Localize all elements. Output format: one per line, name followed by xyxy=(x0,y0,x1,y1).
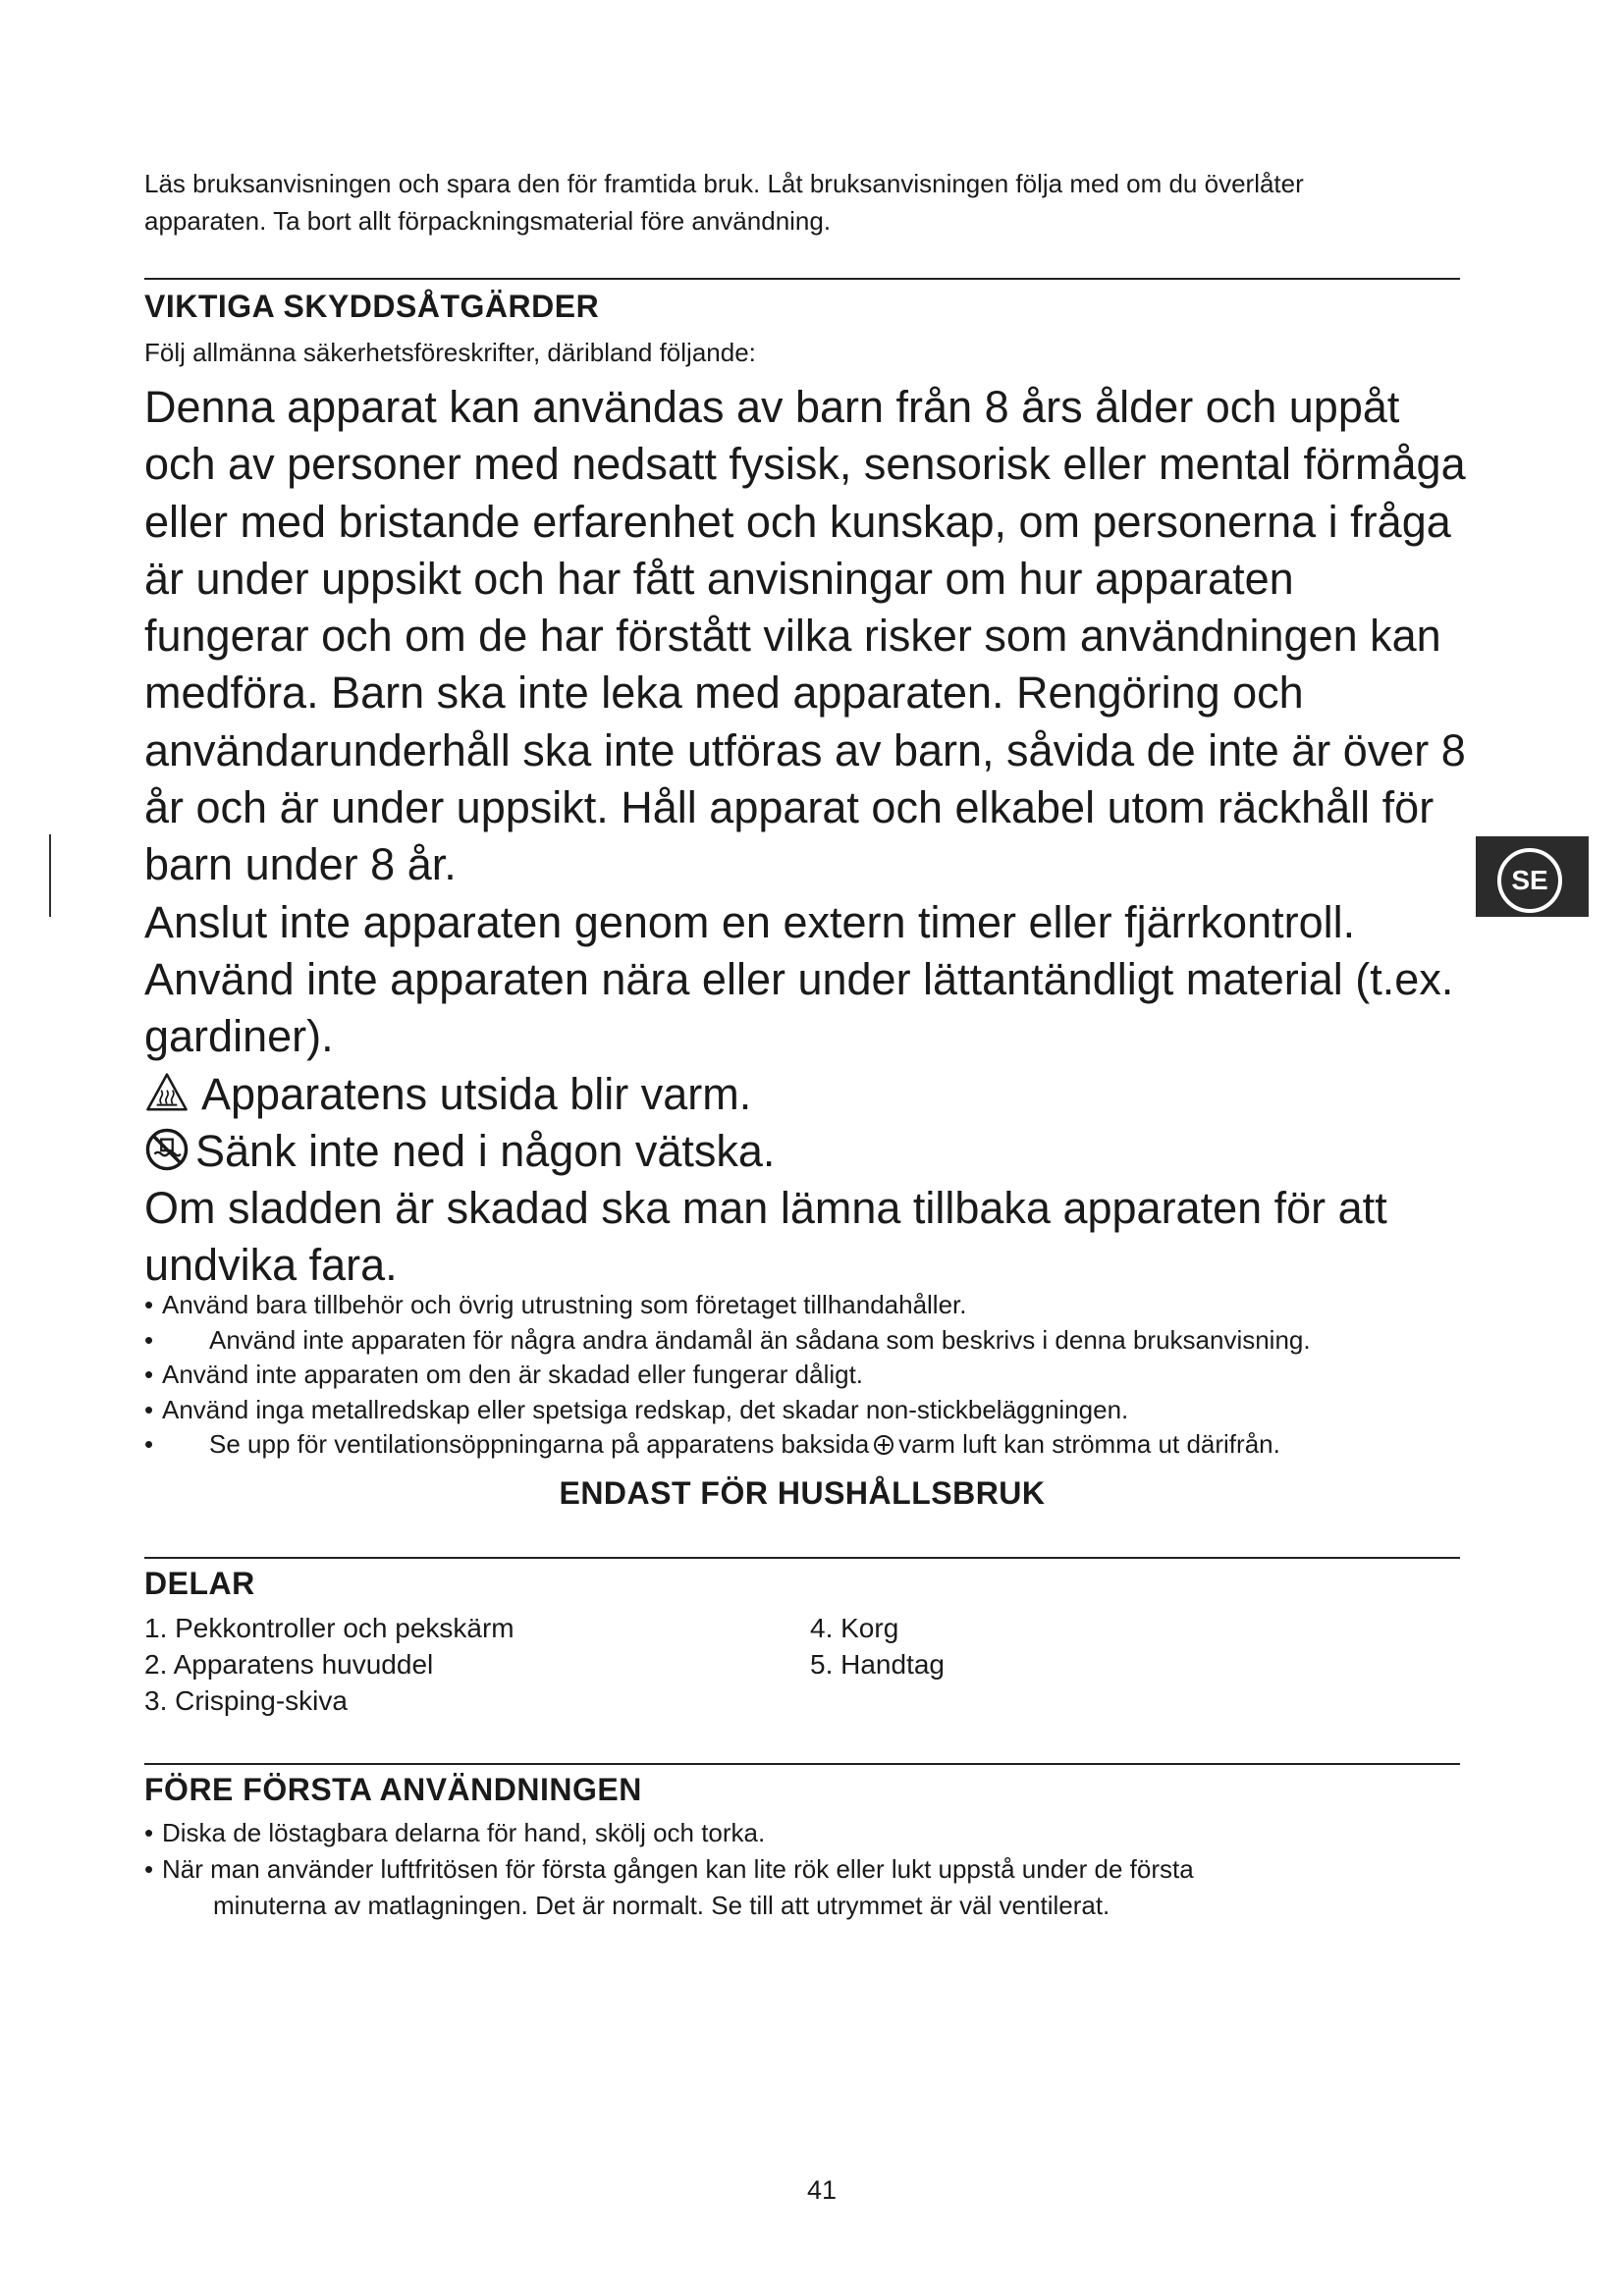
safety-line: barn under 8 år. xyxy=(144,839,457,890)
safety-line: Använd inte apparaten nära eller under lättantändligt material (t.ex. xyxy=(144,953,1454,1004)
hot-surface-text: Apparatens utsida blir varm. xyxy=(201,1068,752,1119)
no-immerse-text: Sänk inte ned i någon vätska. xyxy=(195,1125,776,1176)
first-use-heading: FÖRE FÖRSTA ANVÄNDNINGEN xyxy=(144,1772,642,1807)
safety-line: och av personer med nedsatt fysisk, sensorisk eller mental förmåga xyxy=(144,439,1466,490)
no-immerse-icon xyxy=(144,1127,189,1172)
parts-list-left xyxy=(144,1610,514,1719)
intro-paragraph xyxy=(144,165,1460,240)
safety-bullet-list xyxy=(144,1288,1480,1463)
safety-line: medföra. Barn ska inte leka med apparaten. Rengöring och xyxy=(144,667,1304,719)
hot-surface-line xyxy=(144,1066,1480,1123)
safety-line: är under uppsikt och har fått anvisningar om hur apparaten xyxy=(144,553,1294,604)
safety-line: fungerar och om de har förstått vilka risker som användningen kan xyxy=(144,611,1441,662)
list-item: 2. Apparatens huvuddel xyxy=(144,1649,434,1680)
list-item-continuation: minuterna av matlagningen. Det är normalt. Se till att utrymmet är väl ventilerat. xyxy=(213,1891,1110,1920)
safety-line: eller med bristande erfarenhet och kunskap, om personerna i fråga xyxy=(144,496,1451,547)
safety-line: Denna apparat kan användas av barn från 8 års ålder och uppåt xyxy=(144,382,1400,432)
list-item: 3. Crisping-skiva xyxy=(144,1685,348,1716)
divider xyxy=(144,1763,1460,1765)
safety-line: Anslut inte apparaten genom en extern timer eller fjärrkontroll. xyxy=(144,896,1356,947)
language-badge: SE xyxy=(1497,848,1562,913)
household-use-only: ENDAST FÖR HUSHÅLLSBRUK xyxy=(559,1475,1046,1511)
hot-surface-warning-icon xyxy=(144,1070,189,1115)
list-item: • Diska de löstagbara delarna för hand, skölj och torka. xyxy=(144,1815,1460,1851)
divider xyxy=(144,1557,1460,1559)
cord-warning-line-1: Om sladden är skadad ska man lämna tillbaka apparaten för att xyxy=(144,1183,1387,1234)
parts-heading: DELAR xyxy=(144,1566,255,1601)
parts-list-right xyxy=(810,1610,945,1682)
list-item: 4. Korg xyxy=(810,1613,899,1643)
list-item: • Använd inga metallredskap eller spetsiga redskap, det skadar non-stickbeläggningen. xyxy=(144,1393,1480,1428)
list-item: • Använd inte apparaten för några andra ändamål än sådana som beskrivs i denna bruksanvisning. xyxy=(144,1323,1480,1359)
cord-warning-line-2: undvika fara. xyxy=(144,1240,398,1291)
list-item: • Använd bara tillbehör och övrig utrustning som företaget tillhandahåller. xyxy=(144,1288,1480,1323)
list-item: • Använd inte apparaten om den är skadad eller fungerar dåligt. xyxy=(144,1358,1480,1393)
list-item: • När man använder luftfritösen för första gången kan lite rök eller lukt uppstå under de första xyxy=(144,1851,1460,1888)
safety-line: år och är under uppsikt. Håll apparat och elkabel utom räckhåll för xyxy=(144,782,1435,833)
vent-text-before: Se upp för ventilationsöppningarna på apparatens baksida xyxy=(209,1429,870,1459)
safety-line: användarunderhåll ska inte utföras av barn, såvida de inte är över 8 xyxy=(144,724,1466,775)
no-immerse-line xyxy=(144,1123,1480,1180)
safety-line: gardiner). xyxy=(144,1011,334,1062)
intro-line-1: Läs bruksanvisningen och spara den för framtida bruk. Låt bruksanvisningen följa med om du överlåter xyxy=(144,169,1304,198)
vent-text-after: varm luft kan strömma ut därifrån. xyxy=(898,1429,1280,1459)
intro-line-2: apparaten. Ta bort allt förpackningsmaterial före användning. xyxy=(144,206,832,236)
ventilation-plus-icon xyxy=(873,1434,894,1456)
safety-heading: VIKTIGA SKYDDSÅTGÄRDER xyxy=(144,289,600,324)
page-number: 41 xyxy=(806,2175,838,2205)
divider xyxy=(144,278,1460,280)
safety-subheading: Följ allmänna säkerhetsföreskrifter, däribland följande: xyxy=(144,338,756,367)
list-item: 1. Pekkontroller och pekskärm xyxy=(144,1613,514,1643)
list-item: 5. Handtag xyxy=(810,1649,945,1680)
safety-text xyxy=(144,379,1480,1295)
first-use-list xyxy=(144,1815,1460,1924)
list-item xyxy=(144,1427,1480,1463)
margin-mark xyxy=(49,834,51,917)
